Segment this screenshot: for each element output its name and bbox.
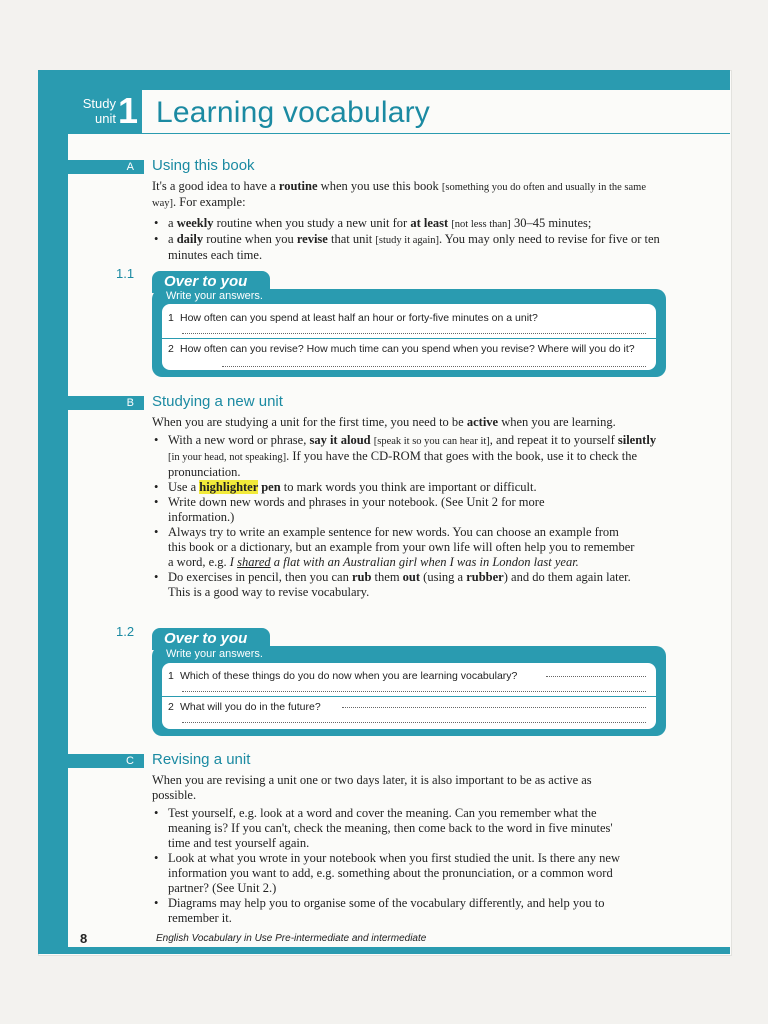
section-c-intro: When you are revising a unit one or two days later, it is also important to be as active as possible. [152, 773, 592, 802]
list-item: • Always try to write an example sentence for new words. You can choose an example from this book or a dictionary, but an example from your own life will often help you to remember a word, e.g. I shared a flat with an Australian girl when I was in London last year. [152, 525, 638, 570]
section-a-title: Using this book [152, 157, 255, 174]
unit-box [38, 90, 142, 134]
exercise-1-1-tab: Over to you [152, 271, 270, 293]
highlighted-word: highlighter [199, 480, 259, 494]
section-a-marker: A [68, 160, 144, 174]
exercise-1-1-q2: 2 How often can you revise? How much time can you spend when you revise? Where will you do it? [168, 343, 635, 355]
exercise-1-1-answers [162, 304, 656, 370]
bottom-band [38, 947, 730, 954]
list-item: • Use a highlighter pen to mark words you think are important or difficult. [152, 480, 662, 495]
book-title-footer: English Vocabulary in Use Pre-intermediate and intermediate [156, 933, 427, 944]
section-b-body [152, 415, 662, 600]
section-c-marker: C [68, 754, 144, 768]
list-item: • Test yourself, e.g. look at a word and cover the meaning. Can you remember what the meaning is? If you can't, check the meaning, then come back to the word in five minutes' time and test yourself again. [152, 806, 632, 851]
exercise-1-2-number: 1.2 [116, 624, 135, 639]
list-item: • With a new word or phrase, say it aloud [speak it so you can hear it], and repeat it to yourself silently [in your head, not speaking]. If you have the CD-ROM that goes with the book, use it to check the pronunciation. [152, 433, 662, 480]
question-divider [162, 696, 656, 697]
list-item: • a weekly routine when you study a new unit for at least [not less than] 30–45 minutes; [152, 216, 662, 232]
exercise-1-1-instruction: Write your answers. [166, 290, 263, 302]
exercise-1-2-instruction: Write your answers. [166, 648, 263, 660]
list-item: • a daily routine when you revise that unit [study it again]. You may only need to revise for five or ten minutes each time. [152, 232, 662, 263]
answer-line-1[interactable] [546, 675, 646, 677]
list-item: • Do exercises in pencil, then you can rub them out (using a rubber) and do them again later. This is a good way to revise vocabulary. [152, 570, 638, 600]
exercise-1-2-tab: Over to you [152, 628, 270, 650]
section-c-body [152, 773, 632, 926]
unit-number: 1 [118, 90, 139, 131]
question-divider [162, 338, 656, 339]
list-item: • Look at what you wrote in your notebook when you first studied the unit. Is there any new information you want to add, e.g. something about the pronunciation, or a common word partner? (See Unit 2.) [152, 851, 632, 896]
list-item: • Diagrams may help you to organise some of the vocabulary differently, and help you to remember it. [152, 896, 632, 926]
exercise-1-2-q1: 1 Which of these things do you do now when you are learning vocabulary? [168, 670, 518, 682]
section-b-title: Studying a new unit [152, 393, 283, 410]
exercise-1-2-q2: 2 What will you do in the future? [168, 701, 321, 713]
section-c-title: Revising a unit [152, 751, 251, 768]
title-divider [142, 133, 730, 134]
section-a-body [152, 179, 662, 263]
answer-line-1b[interactable] [182, 690, 646, 692]
unit-title: Learning vocabulary [156, 96, 430, 129]
exercise-1-1-box [152, 273, 666, 377]
exercise-1-2-answers [162, 663, 656, 729]
study-unit-label: Study unit [82, 96, 116, 126]
exercise-1-2-box [152, 630, 666, 736]
section-a-intro: It's a good idea to have a routine when you use this book [something you do often and usually in the same way]. For example: [152, 179, 646, 209]
page-number: 8 [80, 931, 88, 946]
list-item: • Write down new words and phrases in your notebook. (See Unit 2 for more information.) [152, 495, 568, 525]
top-band [38, 70, 730, 90]
answer-line-2b[interactable] [182, 721, 646, 723]
answer-line-2[interactable] [342, 706, 646, 708]
section-b-marker: B [68, 396, 144, 410]
exercise-1-1-q1: 1 How often can you spend at least half an hour or forty-five minutes on a unit? [168, 312, 538, 324]
left-margin-bar [38, 70, 68, 954]
section-b-intro: When you are studying a unit for the first time, you need to be active when you are learning. [152, 415, 616, 429]
answer-line-1[interactable] [182, 332, 646, 334]
answer-line-2[interactable] [222, 365, 646, 367]
exercise-1-1-number: 1.1 [116, 266, 135, 281]
